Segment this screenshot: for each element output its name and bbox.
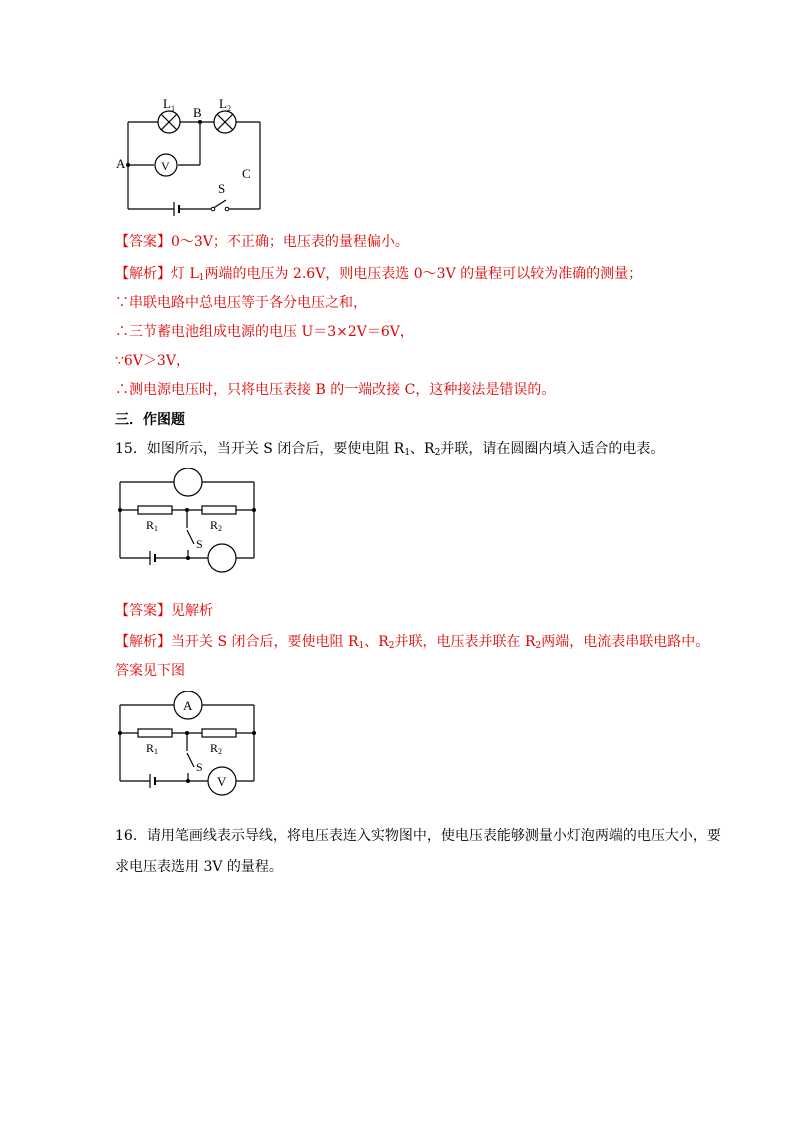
top-blank-meter — [174, 468, 202, 496]
q14-analysis-line2: ∵串联电路中总电压等于各分电压之和， — [115, 295, 367, 311]
label-s: S — [218, 181, 226, 196]
resistor-r1 — [138, 506, 172, 514]
svg-text:R1: R1 — [146, 741, 159, 756]
q14-circuit-diagram — [112, 92, 272, 217]
label-l2: $L_2$ — [219, 96, 231, 113]
svg-text:R2: R2 — [210, 741, 223, 756]
q14-analysis-line4: ∵6V＞3V， — [115, 353, 190, 369]
label-a: A — [116, 156, 126, 171]
bottom-blank-meter — [208, 544, 236, 572]
label-l1: $L_1$ — [163, 96, 175, 113]
q15-answer: 【答案】见解析 — [115, 603, 213, 619]
svg-text:R2: R2 — [210, 518, 223, 533]
q14-answer: 【答案】0～3V；不正确；电压表的量程偏小。 — [115, 234, 409, 250]
q15-question: 15．如图所示，当开关 S 闭合后，要使电阻 $R_1$、$R_2$并联，请在圆圈内填入适合的电表。 — [115, 441, 665, 458]
q15-circuit-diagram — [112, 468, 262, 580]
q15-answer-circuit-diagram — [112, 691, 262, 803]
q14-analysis-line1: 【解析】灯 $L_1$两端的电压为 2.6V，则电压表选 0～3V 的量程可以较为准确的测量； — [115, 266, 643, 283]
q15-analysis-line2: 答案见下图 — [115, 663, 185, 679]
svg-text:R1: R1 — [146, 518, 159, 533]
label-c: C — [242, 166, 251, 181]
svg-text:A: A — [183, 698, 193, 713]
q15-analysis-line1: 【解析】当开关 S 闭合后，要使电阻 $R_1$、$R_2$并联，电压表并联在 $R_2$两端，电流表串联电路中。 — [115, 634, 710, 651]
section-heading: 三．作图题 — [115, 412, 185, 428]
label-b: B — [193, 105, 202, 120]
svg-text:S: S — [196, 537, 203, 551]
q16-question-line1: 16．请用笔画线表示导线，将电压表连入实物图中，使电压表能够测量小灯泡两端的电压大小，要 — [115, 828, 721, 844]
label-v: V — [161, 159, 170, 173]
q16-question-line2: 求电压表选用 3V 的量程。 — [115, 859, 283, 875]
svg-text:V: V — [217, 774, 227, 789]
q14-analysis-line5: ∴测电源电压时，只将电压表接 B 的一端改接 C，这种接法是错误的。 — [115, 382, 556, 398]
resistor-r2 — [202, 506, 236, 514]
q14-analysis-line3: ∴三节蓄电池组成电源的电压 U＝3×2V＝6V， — [115, 324, 414, 340]
svg-text:S: S — [196, 760, 203, 774]
